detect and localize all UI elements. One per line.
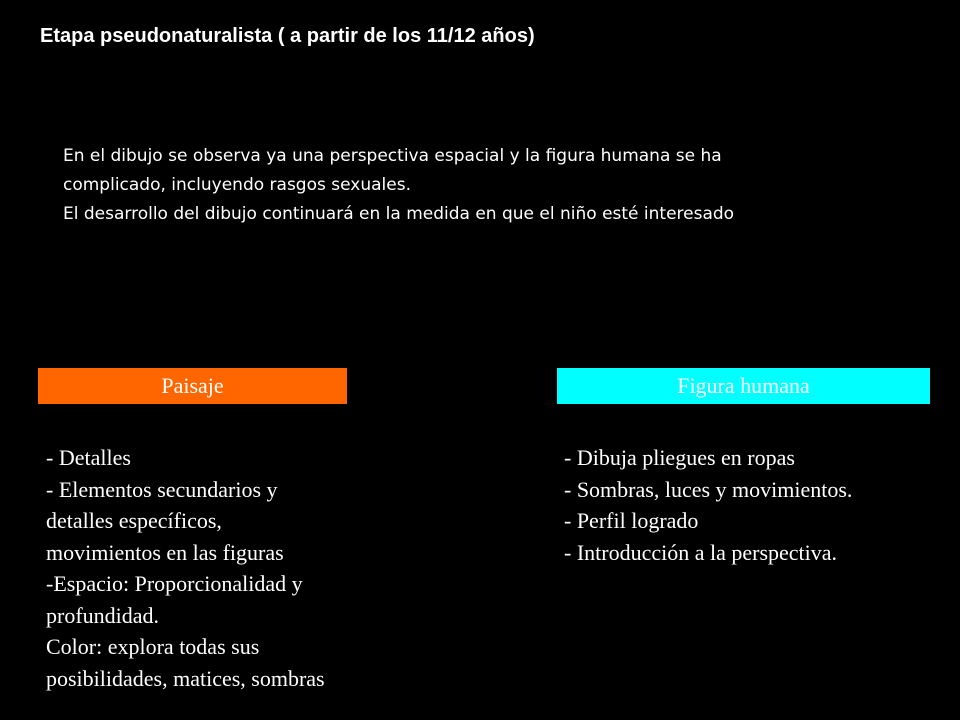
intro-paragraph: [63, 142, 883, 229]
intro-line: El desarrollo del dibujo continuará en la medida en que el niño esté interesado: [63, 204, 735, 224]
figura-humana-list: [564, 442, 944, 568]
intro-line: En el dibujo se observa ya una perspectiva espacial y la figura humana se ha: [63, 146, 722, 166]
figura-list-line: - Perfil logrado: [564, 508, 699, 533]
figura-humana-header: Figura humana: [557, 368, 930, 404]
paisaje-list-line: -Espacio: Proporcionalidad y: [46, 571, 303, 596]
paisaje-list-line: profundidad.: [46, 602, 160, 628]
slide-title: Etapa pseudonaturalista ( a partir de los 11/12 años): [40, 25, 535, 47]
paisaje-list-line: posibilidades, matices, sombras: [46, 665, 325, 691]
paisaje-list: [46, 442, 466, 694]
paisaje-list-line: Color: explora todas sus: [46, 634, 260, 659]
paisaje-list-line: - Detalles: [46, 445, 131, 470]
paisaje-list-line: - Elementos secundarios y: [46, 476, 278, 502]
paisaje-list-line: detalles específicos,: [46, 508, 222, 533]
figura-list-line: - Sombras, luces y movimientos.: [564, 476, 853, 502]
figura-list-line: - Dibuja pliegues en ropas: [564, 445, 795, 470]
intro-line: complicado, incluyendo rasgos sexuales.: [63, 175, 411, 195]
paisaje-list-line: movimientos en las figuras: [46, 539, 284, 565]
paisaje-header: Paisaje: [38, 368, 347, 404]
figura-list-line: - Introducción a la perspectiva.: [564, 539, 838, 565]
